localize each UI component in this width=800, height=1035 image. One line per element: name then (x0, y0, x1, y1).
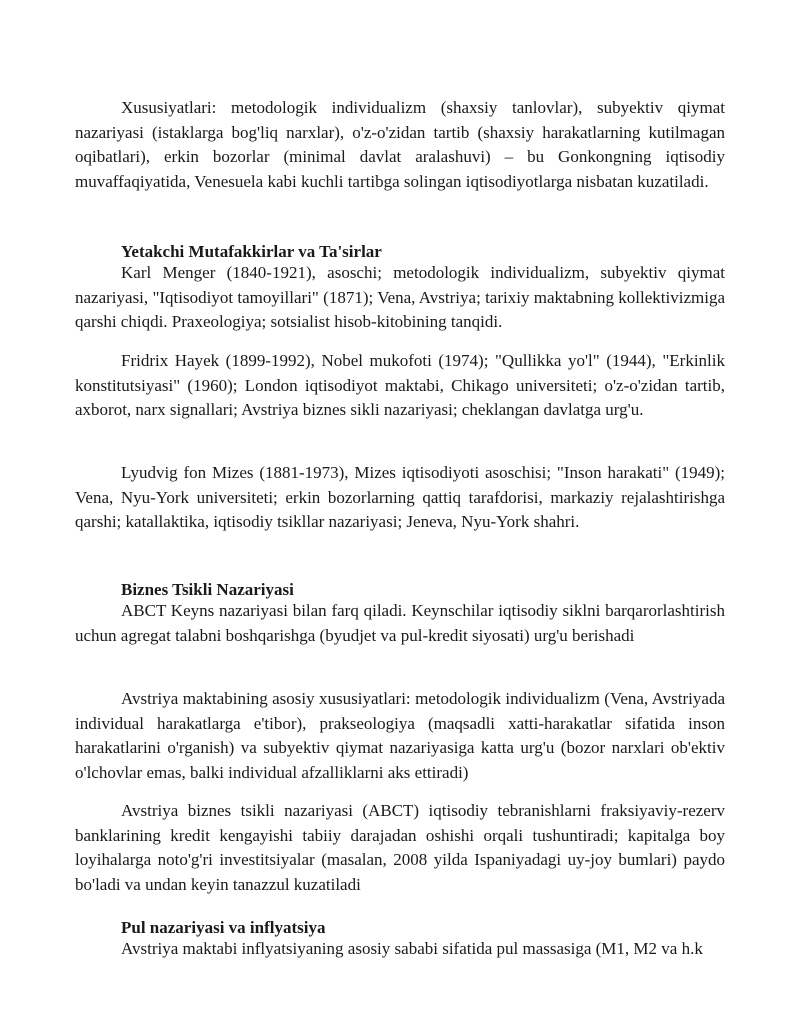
paragraph-characteristics: Xususiyatlari: metodologik individualizm (shaxsiy tanlovlar), subyektiv qiymat nazariyasi (istaklarga bog'liq narxlar), o'z-o'zidan tartib (shaxsiy harakatlarning kutilmagan oqibatlari), erkin bozorlar (minimal davlat aralashuvi) – bu Gonkongning iqtisodiy muvaffaqiyatida, Venesuela kabi kuchli tartibga solingan iqtisodiyotlarga nisbatan kuzatiladi. (75, 98, 725, 191)
paragraph-money-supply: Avstriya maktabi inflyatsiyaning asosiy sababi sifatida pul massasiga (M1, M2 va h.k (121, 939, 703, 958)
paragraph-hayek: Fridrix Hayek (1899-1992), Nobel mukofoti (1974); "Qullikka yo'l" (1944), "Erkinlik konstitutsiyasi" (1960); London iqtisodiyot maktabi, Chikago universiteti; o'z-o'zidan tartib, axborot, narx signallari; Avstriya biznes sikli nazariyasi; cheklangan davlatga urg'u. (75, 351, 725, 419)
heading-money-inflation: Pul nazariyasi va inflyatsiya (121, 918, 326, 937)
paragraph-menger: Karl Menger (1840-1921), asoschi; metodologik individualizm, subyektiv qiymat nazariyasi, "Iqtisodiyot tamoyillari" (1871); Vena, Avstriya; tarixiy maktabning kollektivizmiga qarshi chiqdi. Praxeologiya; sotsialist hisob-kitobining tanqidi. (75, 263, 725, 331)
paragraph-abct-explanation: Avstriya biznes tsikli nazariyasi (ABCT) iqtisodiy tebranishlarni fraksiyaviy-rezerv banklarining kredit kengayishi tabiiy darajadan oshishi orqali tushuntiradi; kapitalga boy loyihalarga noto'g'ri investitsiyalar (masalan, 2008 yilda Ispaniyadagi uy-joy bumlari) paydo bo'ladi va undan keyin tanazzul kuzatiladi (75, 801, 725, 894)
paragraph-mises: Lyudvig fon Mizes (1881-1973), Mizes iqtisodiyoti asoschisi; "Inson harakati" (1949); Vena, Nyu-York universiteti; erkin bozorlarning qattiq tarafdorisi, markaziy rejalashtirishga qarshi; katallaktika, iqtisodiy tsikllar nazariyasi; Jeneva, Nyu-York shahri. (75, 463, 725, 531)
heading-business-cycle-theory: Biznes Tsikli Nazariyasi (121, 580, 294, 599)
paragraph-austrian-features: Avstriya maktabining asosiy xususiyatlari: metodologik individualizm (Vena, Avstriyada individual harakatlarga e'tibor), prakseologiya (maqsadli xatti-harakatlar sifatida inson harakatlarini o'rganish) va subyektiv qiymat nazariyasiga katta urg'u (bozor narxlari ob'ektiv o'lchovlar emas, balki individual afzalliklarni aks ettiradi) (75, 689, 725, 782)
heading-leading-thinkers: Yetakchi Mutafakkirlar va Ta'sirlar (121, 242, 382, 261)
paragraph-abct-keynes: ABCT Keyns nazariyasi bilan farq qiladi. Keynschilar iqtisodiy siklni barqarorlashtirish uchun agregat talabni boshqarishga (byudjet va pul-kredit siyosati) urg'u berishadi (75, 601, 725, 645)
